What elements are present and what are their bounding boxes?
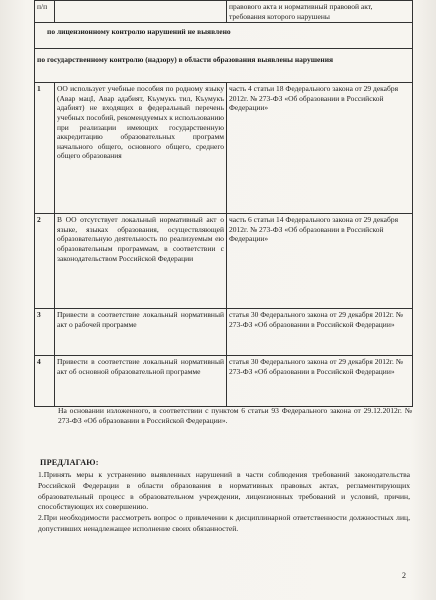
violation-text: В ОО отсутствует локальный нормативный акт о языке, языках образования, осуществляющей образовательную деятельность по реализуемым ею образовательным программам, в соответствии с законодательством Российской Федерации [55,214,227,309]
header-law-cell: правового акта и нормативный правовой акт, требования которого нарушены [227,1,413,23]
table-row [35,309,413,356]
table-header-row [35,1,413,23]
violation-text: Привести в соответствие локальный нормативный акт о рабочей программе [55,309,227,356]
law-reference: часть 6 статьи 14 Федерального закона от 29 декабря 2012г. № 273-ФЗ «Об образовании в Российской Федерации» [227,214,413,309]
section-state-title: по государственному контролю (надзору) в области образования выявлены нарушения [35,49,413,83]
header-violation-cell [55,1,227,23]
section-state-row [35,49,413,83]
propose-item: 2.При необходимости рассмотреть вопрос о привлечении к дисциплинарной ответственности должностных лиц, допустивших ненадлежащее исполнение своих обязанностей. [38,513,410,533]
row-number: 1 [35,83,55,214]
law-reference: статья 30 Федерального закона от 29 декабря 2012г. № 273-ФЗ «Об образовании в Российской Федерации» [227,309,413,356]
violation-text: ОО использует учебные пособия по родному языку (Авар мацI, Авар адабият, Къумукъ тил, Къумукъ адабият) не входящих в федеральный перечень учебных пособий, рекомендуемых к использованию при реализации имеющих государственную аккредитацию образовательных программ начального общего, основного общего, среднего общего образования [55,83,227,214]
table-row [35,214,413,309]
violation-text: Привести в соответствие локальный нормативный акт об основной образовательной программе [55,356,227,407]
table-row [35,356,413,407]
propose-heading: ПРЕДЛАГАЮ: [40,458,99,467]
propose-list [38,470,410,535]
table-row [35,83,413,214]
section-license-title: по лицензионному контролю нарушений не выявлено [35,23,413,49]
law-reference: часть 4 статьи 18 Федерального закона от 29 декабря 2012г. № 273-ФЗ «Об образовании в Российской Федерации» [227,83,413,214]
row-number: 3 [35,309,55,356]
row-number: 4 [35,356,55,407]
propose-item: 1.Принять меры к устранению выявленных нарушений в части соблюдения требований законодательства Российской Федерации в области образования в нормативных правовых актах, регламентирующих образовательный процесс в образовательном учреждении, лицензионных требований и условий, причин, способствующих их совершению. [38,470,410,512]
section-license-row [35,23,413,49]
law-reference: статья 30 Федерального закона от 29 декабря 2012г. № 273-ФЗ «Об образовании в Российской Федерации» [227,356,413,407]
row-number: 2 [35,214,55,309]
violations-table [34,0,413,407]
basis-paragraph: На основании изложенного, в соответствии с пунктом 6 статьи 93 Федерального закона от 29.12.2012г. № 273-ФЗ «Об образовании в Российской Федерации». [58,406,412,426]
page-number: 2 [402,571,406,580]
header-num-cell: п/п [35,1,55,23]
